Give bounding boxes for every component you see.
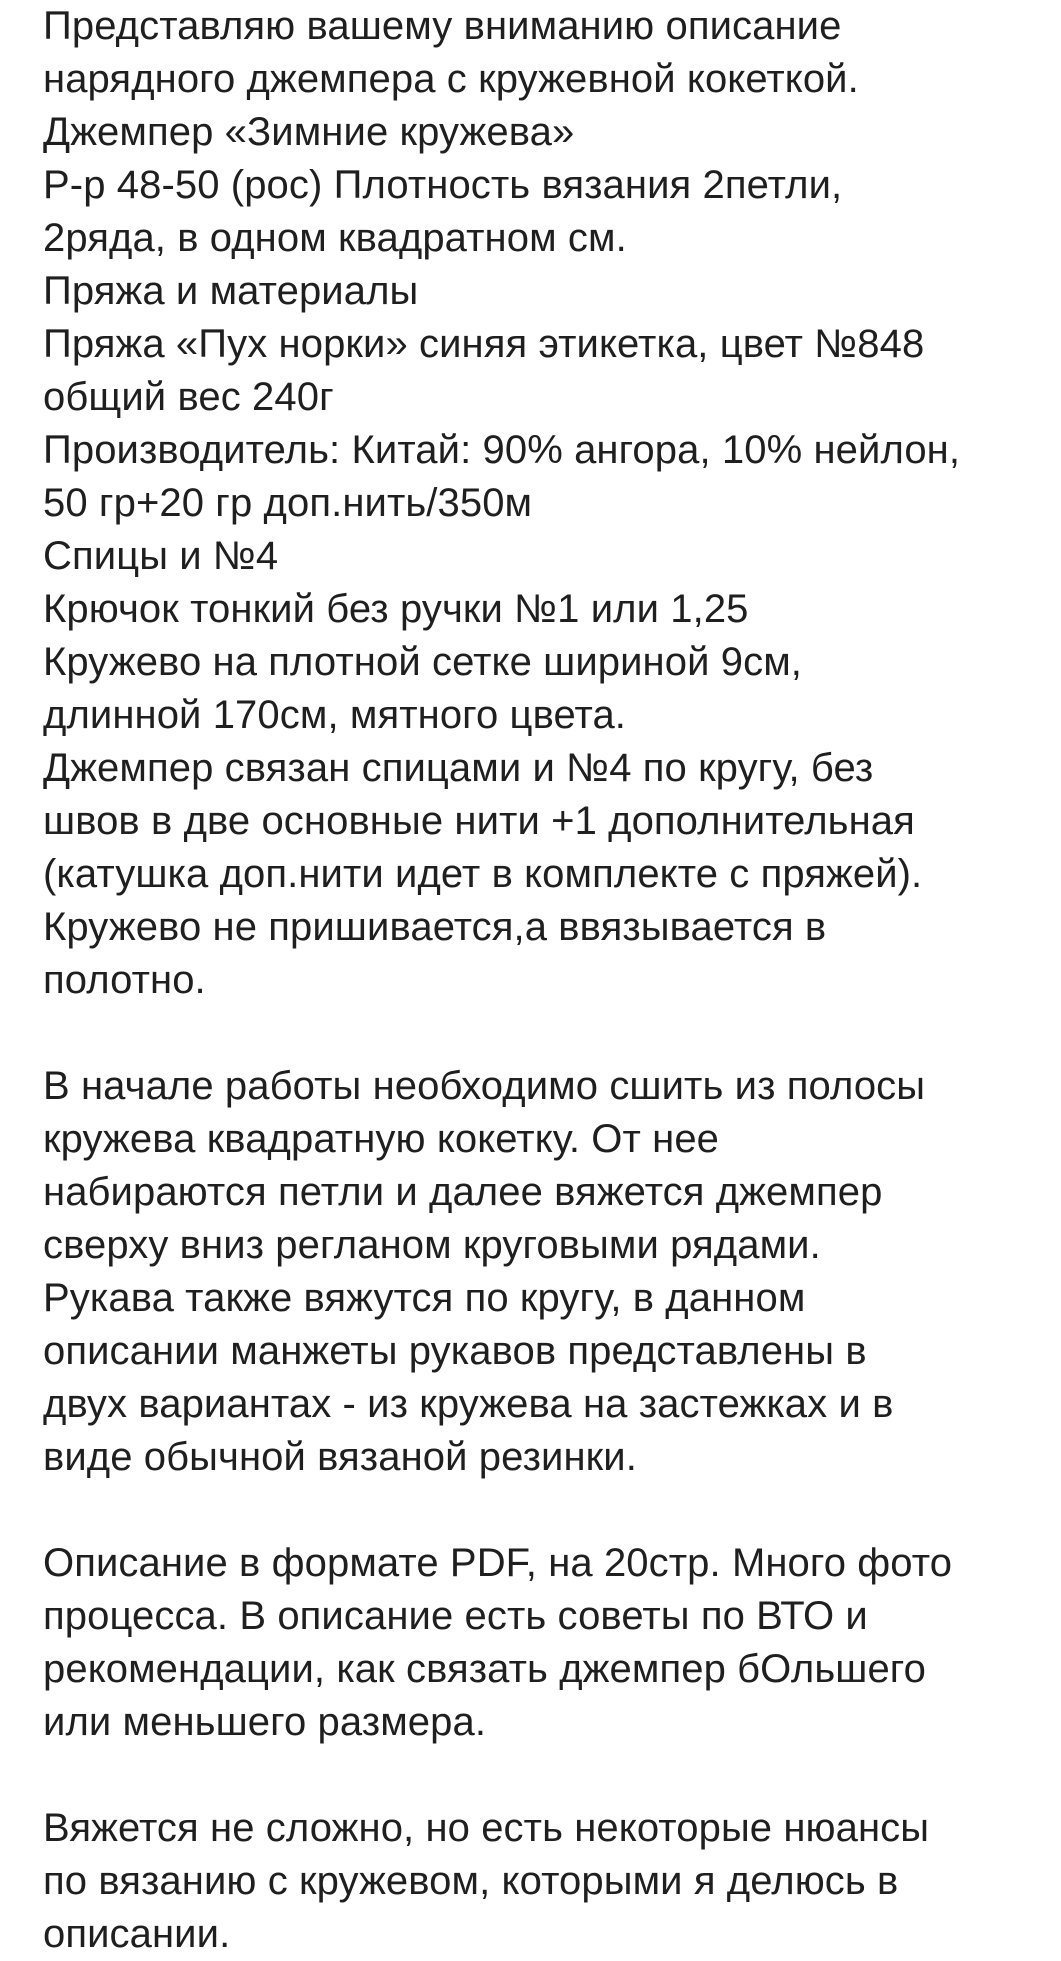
text-line: Спицы и №4	[43, 534, 279, 578]
text-line: Вяжется не сложно, но есть некоторые нюансы	[43, 1806, 930, 1850]
text-line: или меньшего размера.	[43, 1700, 487, 1744]
text-line: полотно.	[43, 958, 206, 1002]
text-line: кружева квадратную кокетку. От нее	[43, 1117, 720, 1161]
text-line: процесса. В описание есть советы по ВТО и	[43, 1594, 868, 1638]
paragraph-gap	[43, 1749, 1053, 1802]
text-line: Рукава также вяжутся по кругу, в данном	[43, 1276, 806, 1320]
text-line: Описание в формате PDF, на 20стр. Много фото	[43, 1541, 953, 1585]
text-line: Пряжа и материалы	[43, 269, 419, 313]
paragraph-gap	[43, 1007, 1053, 1060]
text-line: Кружево на плотной сетке шириной 9см,	[43, 640, 803, 684]
text-line: В начале работы необходимо сшить из полосы	[43, 1064, 926, 1108]
post-text	[43, 0, 1053, 1961]
text-line: двух вариантах - из кружева на застежках и в	[43, 1382, 894, 1426]
text-line: швов в две основные нити +1 дополнительная	[43, 799, 915, 843]
text-line: Р-р 48-50 (рос) Плотность вязания 2петли,	[43, 163, 843, 207]
text-line: Представляю вашему вниманию описание	[43, 4, 842, 48]
text-line: 2ряда, в одном квадратном см.	[43, 216, 627, 260]
text-line: общий вес 240г	[43, 375, 334, 419]
text-line: Джемпер связан спицами и №4 по кругу, без	[43, 746, 874, 790]
text-line: Джемпер «Зимние кружева»	[43, 110, 575, 154]
text-line: описании манжеты рукавов представлены в	[43, 1329, 867, 1373]
text-line: Пряжа «Пух норки» синяя этикетка, цвет №848	[43, 322, 925, 366]
text-line: набираются петли и далее вяжется джемпер	[43, 1170, 883, 1214]
text-line: описании.	[43, 1912, 231, 1956]
text-line: 50 гр+20 гр доп.нить/350м	[43, 481, 533, 525]
text-line: по вязанию с кружевом, которыми я делюсь в	[43, 1859, 899, 1903]
text-line: нарядного джемпера с кружевной кокеткой.	[43, 57, 859, 101]
text-line: рекомендации, как связать джемпер бОльшего	[43, 1647, 926, 1691]
text-line: виде обычной вязаной резинки.	[43, 1435, 637, 1479]
text-line: (катушка доп.нити идет в комплекте с пряжей).	[43, 852, 923, 896]
text-line: Крючок тонкий без ручки №1 или 1,25	[43, 587, 749, 631]
paragraph-gap	[43, 1484, 1053, 1537]
text-line: длинной 170см, мятного цвета.	[43, 693, 627, 737]
text-line: Кружево не пришивается,а ввязывается в	[43, 905, 827, 949]
text-line: сверху вниз регланом круговыми рядами.	[43, 1223, 821, 1267]
text-line: Производитель: Китай: 90% ангора, 10% нейлон,	[43, 428, 961, 472]
